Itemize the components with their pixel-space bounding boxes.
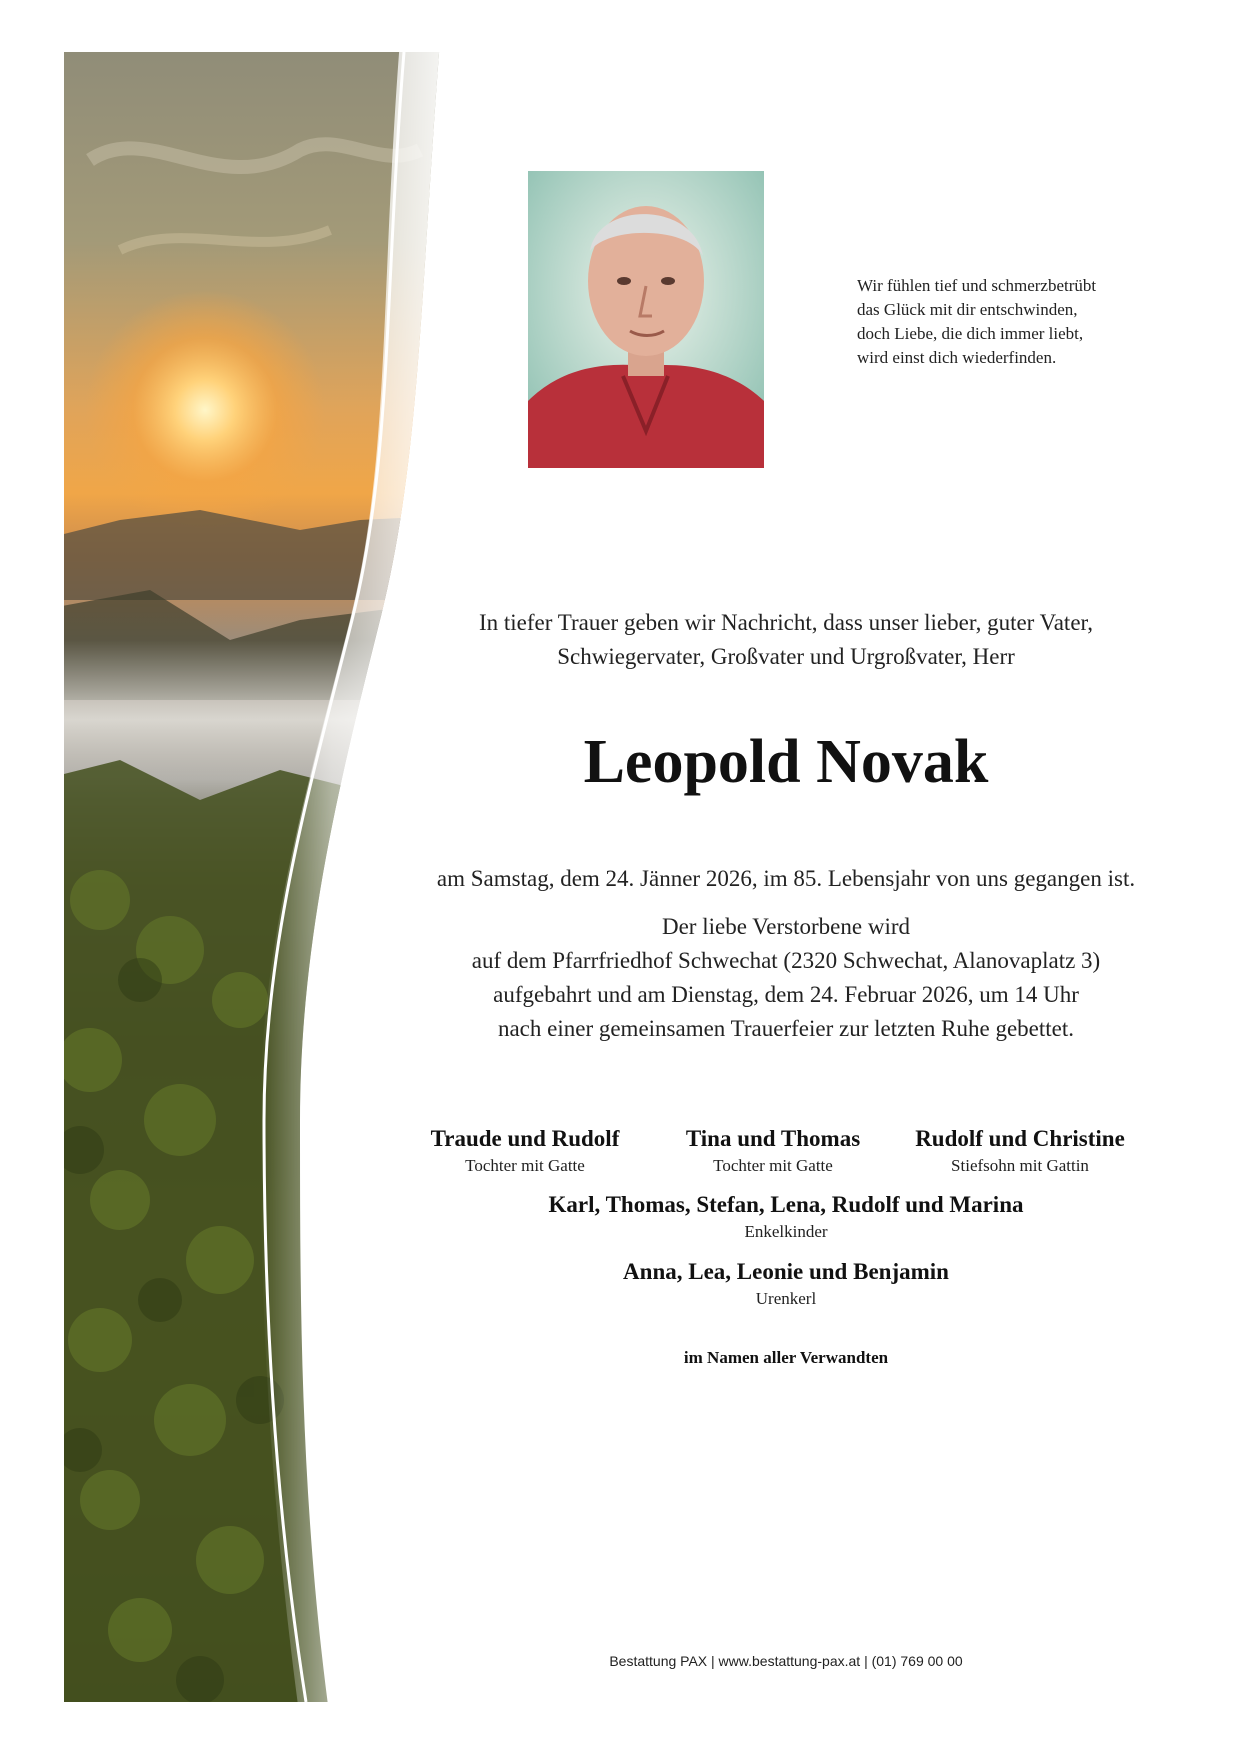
mourner-names: Karl, Thomas, Stefan, Lena, Rudolf und Marina (548, 1192, 1024, 1217)
deceased-name: Leopold Novak (583, 728, 989, 796)
burial-details (386, 910, 1186, 1046)
mourner-relation: Enkelkinder (744, 1222, 828, 1241)
mourner-relation: Tochter mit Gatte (465, 1156, 585, 1175)
closing-line: im Namen aller Verwandten (683, 1348, 889, 1367)
mourner-names: Rudolf und Christine (915, 1126, 1125, 1151)
mourner-entry (890, 1124, 1150, 1178)
poem-line: doch Liebe, die dich immer liebt, (857, 324, 1084, 343)
mourner-names: Tina und Thomas (685, 1126, 861, 1151)
mourners-children (400, 1124, 1180, 1184)
poem-line: das Glück mit dir entschwinden, (857, 300, 1078, 319)
mourner-names: Traude und Rudolf (430, 1126, 620, 1151)
mourners-great-grandchildren (386, 1257, 1186, 1311)
burial-line: auf dem Pfarrfriedhof Schwechat (2320 Schwechat, Alanovaplatz 3) (471, 948, 1101, 973)
mourner-names: Anna, Lea, Leonie und Benjamin (623, 1259, 949, 1284)
burial-line: aufgebahrt und am Dienstag, dem 24. Februar 2026, um 14 Uhr (493, 982, 1079, 1007)
poem-line: wird einst dich wiederfinden. (857, 348, 1057, 367)
intro-line: Schwiegervater, Großvater und Urgroßvater, Herr (557, 644, 1015, 669)
mourner-relation: Urenkerl (755, 1289, 817, 1308)
portrait-illustration (528, 171, 764, 468)
mourner-relation: Stiefsohn mit Gattin (951, 1156, 1089, 1175)
burial-line: Der liebe Verstorbene wird (661, 914, 910, 939)
portrait-photo (528, 171, 764, 468)
intro-line: In tiefer Trauer geben wir Nachricht, dass unser lieber, guter Vater, (478, 610, 1094, 635)
mourner-entry (395, 1124, 655, 1178)
death-date-line: am Samstag, dem 24. Jänner 2026, im 85. Lebensjahr von uns gegangen ist. (436, 866, 1136, 891)
mourner-entry (643, 1124, 903, 1178)
burial-line: nach einer gemeinsamen Trauerfeier zur letzten Ruhe gebettet. (497, 1016, 1075, 1041)
poem-line: Wir fühlen tief und schmerzbetrübt (857, 276, 1097, 295)
mourners-grandchildren (386, 1190, 1186, 1244)
funeral-home-footer: Bestattung PAX | www.bestattung-pax.at | (01) 769 00 00 (609, 1653, 963, 1669)
announcement-intro (386, 606, 1186, 674)
mourner-relation: Tochter mit Gatte (713, 1156, 833, 1175)
poem (857, 274, 1197, 370)
